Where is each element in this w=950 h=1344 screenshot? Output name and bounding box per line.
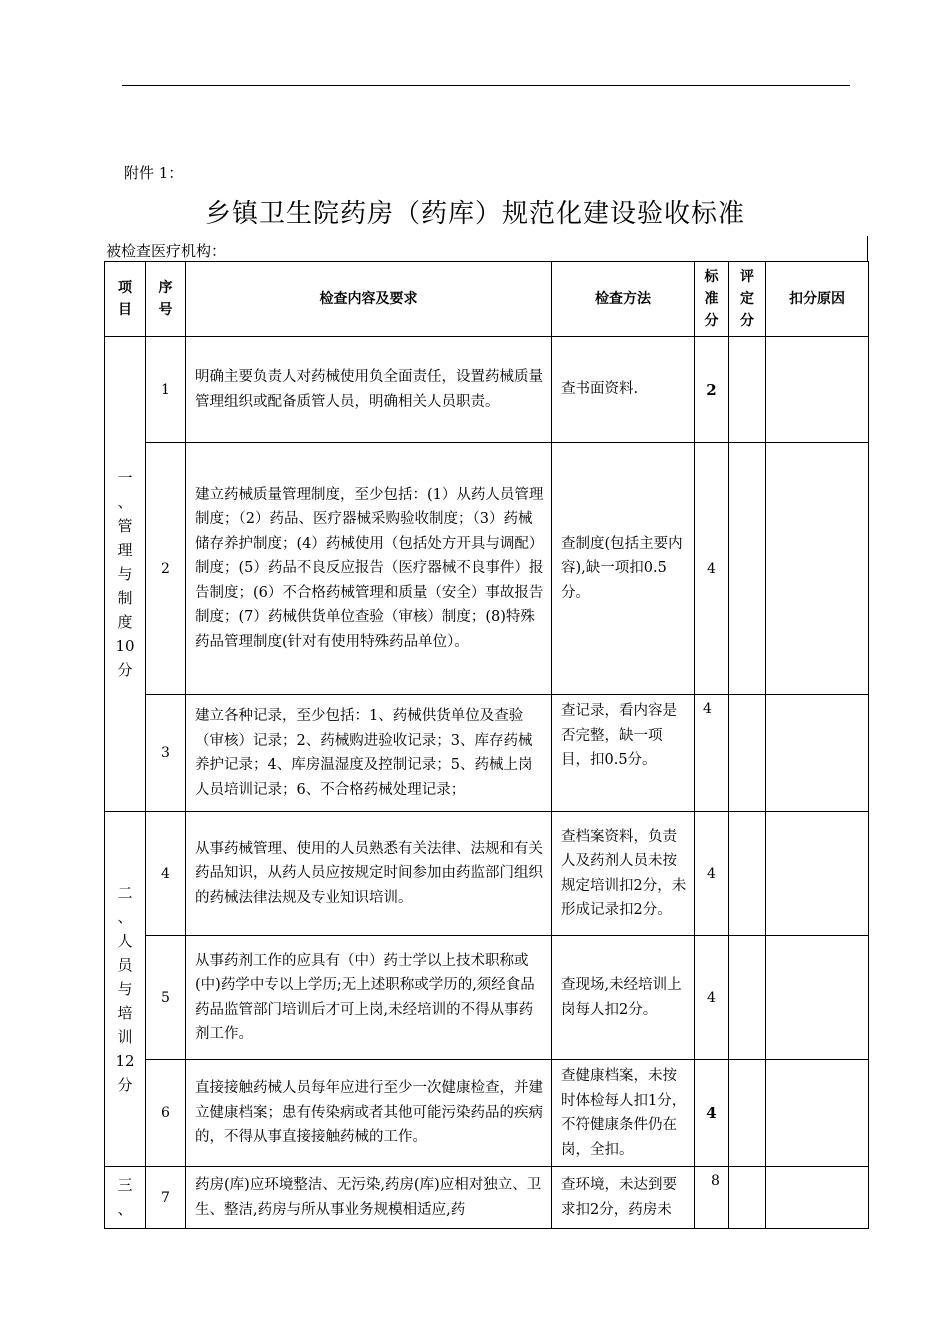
row-deduction-cell xyxy=(766,695,869,812)
row-seq: 5 xyxy=(146,936,186,1060)
table-row xyxy=(105,936,869,1060)
row-seq: 7 xyxy=(146,1167,186,1229)
row-rating-cell xyxy=(729,1167,766,1229)
col-header-deduction: 扣分原因 xyxy=(766,262,869,337)
row-content: 从事药械管理、使用的人员熟悉有关法律、法规和有关药品知识，从药人员应按规定时间参加由药监部门组织的药械法律法规及专业知识培训。 xyxy=(186,812,552,936)
table-row xyxy=(105,1060,869,1167)
row-deduction-cell xyxy=(766,812,869,936)
row-seq: 4 xyxy=(146,812,186,936)
row-method: 查现场,未经培训上岗每人扣2分。 xyxy=(552,936,695,1060)
row-rating-cell xyxy=(729,443,766,695)
row-deduction-cell xyxy=(766,1167,869,1229)
page-title: 乡镇卫生院药房（药库）规范化建设验收标准 xyxy=(204,199,745,229)
row-standard-score: 4 xyxy=(695,1060,729,1167)
inspected-institution-label: 被检查医疗机构： xyxy=(106,242,227,260)
row-deduction-cell xyxy=(766,443,869,695)
table-row xyxy=(105,443,869,695)
row-content: 从事药剂工作的应具有（中）药士学以上技术职称或(中)药学中专以上学历;无上述职称或学历的,须经食品药品监管部门培训后才可上岗,未经培训的不得从事药剂工作。 xyxy=(186,936,552,1060)
row-seq: 1 xyxy=(146,337,186,443)
row-method: 查书面资料. xyxy=(552,337,695,443)
row-seq: 2 xyxy=(146,443,186,695)
row-content: 建立药械质量管理制度，至少包括：(1）从药人员管理制度；（2）药品、医疗器械采购验收制度；（3）药械储存养护制度；(4）药械使用（包括处方开具与调配）制度；(5）药品不良反应报告（医疗器械不良事件）报告制度；(6）不合格药械管理和质量（安全）事故报告制度；(7）药械供货单位查验（审核）制度；(8)特殊药品管理制度(针对有使用特殊药品单位）。 xyxy=(186,443,552,695)
col-header-category xyxy=(105,262,146,337)
row-seq: 6 xyxy=(146,1060,186,1167)
col-header-content: 检查内容及要求 xyxy=(186,262,552,337)
row-content: 药房(库)应环境整洁、无污染,药房(库)应相对独立、卫生、整洁,药房与所从事业务规模相适应,药 xyxy=(186,1167,552,1229)
row-rating-cell xyxy=(729,812,766,936)
section-category xyxy=(105,1167,146,1229)
table-header-row xyxy=(105,262,869,337)
col-header-rating xyxy=(729,262,766,337)
table-row xyxy=(105,337,869,443)
row-content: 建立各种记录，至少包括：1、药械供货单位及查验（审核）记录；2、药械购进验收记录；3、库存药械养护记录；4、库房温湿度及控制记录；5、药械上岗人员培训记录；6、不合格药械处理记录； xyxy=(186,695,552,812)
row-content: 明确主要负责人对药械使用负全面责任，设置药械质量管理组织或配备质管人员，明确相关人员职责。 xyxy=(186,337,552,443)
table-border-stub xyxy=(867,236,868,262)
col-header-category-text: 项 目 xyxy=(118,280,132,318)
table-row xyxy=(105,695,869,812)
row-rating-cell xyxy=(729,695,766,812)
row-deduction-cell xyxy=(766,936,869,1060)
row-standard-score: 4 xyxy=(695,812,729,936)
col-header-rating-text: 评 定 分 xyxy=(740,269,754,329)
col-header-standard-score xyxy=(695,262,729,337)
row-content: 直接接触药械人员每年应进行至少一次健康检查，并建立健康档案；患有传染病或者其他可能污染药品的疾病的，不得从事直接接触药械的工作。 xyxy=(186,1060,552,1167)
col-header-method: 检查方法 xyxy=(552,262,695,337)
section-category xyxy=(105,812,146,1167)
header-rule xyxy=(122,85,850,86)
row-standard-score: 4 xyxy=(695,936,729,1060)
row-rating-cell xyxy=(729,936,766,1060)
section-category-text: 一 、 管 理 与 制 度 10 分 xyxy=(115,469,135,679)
row-method: 查环境，未达到要求扣2分，药房未 xyxy=(552,1167,695,1229)
row-method: 查档案资料，负责人及药剂人员未按规定培训扣2分，未形成记录扣2分。 xyxy=(552,812,695,936)
row-rating-cell xyxy=(729,1060,766,1167)
row-rating-cell xyxy=(729,337,766,443)
row-method: 查制度(包括主要内容),缺一项扣0.5分。 xyxy=(552,443,695,695)
attachment-label: 附件 1： xyxy=(124,164,184,182)
col-header-seq xyxy=(146,262,186,337)
row-deduction-cell xyxy=(766,337,869,443)
row-standard-score: 4 xyxy=(695,443,729,695)
table-row xyxy=(105,812,869,936)
section-category-text: 二 、 人 员 与 培 训 12 分 xyxy=(115,884,135,1094)
row-method: 查记录，看内容是否完整，缺一项目，扣0.5分。 xyxy=(552,695,695,812)
section-category-text: 三 、 xyxy=(117,1176,133,1218)
row-standard-score: 4 xyxy=(695,695,729,812)
row-deduction-cell xyxy=(766,1060,869,1167)
section-category xyxy=(105,337,146,812)
row-standard-score: 8 xyxy=(695,1167,729,1229)
table-row xyxy=(105,1167,869,1229)
col-header-standard-score-text: 标 准 分 xyxy=(704,269,719,329)
row-method: 查健康档案，未按时体检每人扣1分，不符健康条件仍在岗，全扣。 xyxy=(552,1060,695,1167)
row-standard-score: 2 xyxy=(695,337,729,443)
col-header-seq-text: 序 号 xyxy=(158,280,173,318)
acceptance-standard-table xyxy=(104,261,869,1229)
row-seq: 3 xyxy=(146,695,186,812)
